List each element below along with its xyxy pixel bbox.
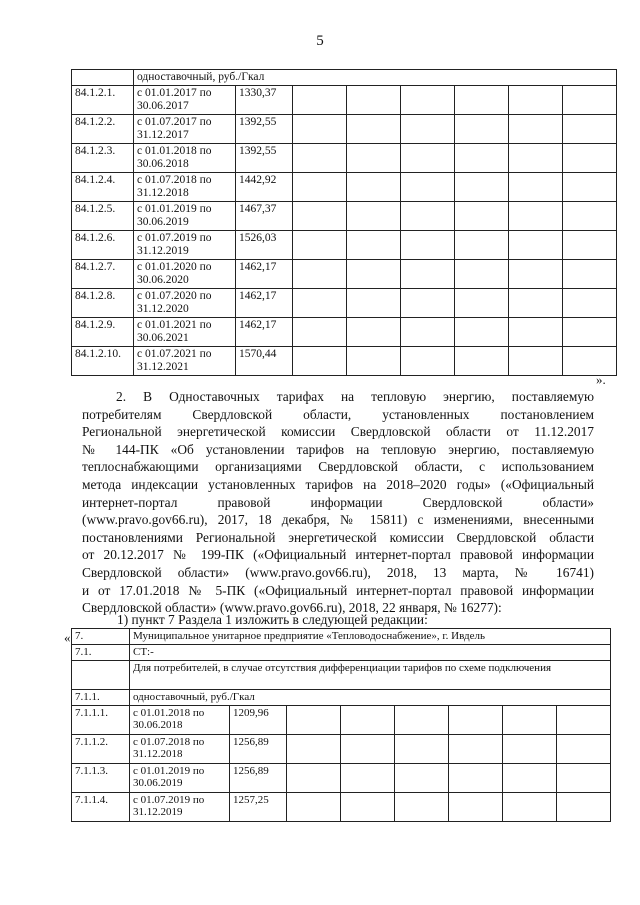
empty-cell	[455, 202, 509, 231]
empty-cell	[563, 231, 617, 260]
empty-cell	[293, 260, 347, 289]
empty-cell	[287, 735, 341, 764]
table-row	[72, 115, 617, 144]
empty-cell	[509, 231, 563, 260]
empty-cell	[449, 735, 503, 764]
empty-cell	[503, 735, 557, 764]
empty-cell	[293, 173, 347, 202]
tariff-period: с 01.01.2017 по 30.06.2017	[134, 86, 236, 115]
row-code: 84.1.2.9.	[72, 318, 134, 347]
empty-cell	[563, 202, 617, 231]
table-row	[72, 706, 611, 735]
empty-cell	[563, 347, 617, 376]
table-row	[72, 764, 611, 793]
row-code: 7.1.1.2.	[72, 735, 130, 764]
table-header-row	[72, 70, 617, 86]
tariff-value: 1462,17	[236, 289, 293, 318]
empty-cell	[293, 115, 347, 144]
empty-cell	[401, 347, 455, 376]
row-code: 84.1.2.3.	[72, 144, 134, 173]
tariff-period: с 01.07.2018 по 31.12.2018	[134, 173, 236, 202]
empty-cell	[287, 706, 341, 735]
tariff-period: с 01.01.2019 по 30.06.2019	[130, 764, 230, 793]
table-row	[72, 202, 617, 231]
empty-cell	[341, 793, 395, 822]
organization-name: Муниципальное унитарное предприятие «Тепловодоснабжение», г. Ивдель	[130, 629, 611, 645]
empty-cell	[563, 289, 617, 318]
tariff-period: с 01.01.2018 по 30.06.2018	[134, 144, 236, 173]
empty-cell	[347, 347, 401, 376]
row-code: 84.1.2.2.	[72, 115, 134, 144]
empty-cell	[509, 86, 563, 115]
row-code: 7.	[72, 629, 130, 645]
empty-cell	[395, 735, 449, 764]
empty-cell	[293, 144, 347, 173]
empty-cell	[347, 115, 401, 144]
empty-cell	[401, 202, 455, 231]
paragraph-line: (www.pravo.gov66.ru), 2017, 18 декабря, № 15811) с изменениями, внесенными	[82, 512, 594, 528]
empty-cell	[395, 793, 449, 822]
empty-cell	[455, 260, 509, 289]
empty-cell	[341, 735, 395, 764]
empty-cell	[347, 86, 401, 115]
row-code: 7.1.1.4.	[72, 793, 130, 822]
tariff-period: с 01.07.2017 по 31.12.2017	[134, 115, 236, 144]
tariff-type-cell: одноставочный, руб./Гкал	[134, 70, 617, 86]
tariff-value: 1570,44	[236, 347, 293, 376]
empty-cell	[563, 260, 617, 289]
tariff-value: 1209,96	[230, 706, 287, 735]
paragraph-line: № 144-ПК «Об установлении тарифов на тепловую энергию, поставляемую	[82, 441, 594, 457]
tariff-value: 1462,17	[236, 260, 293, 289]
table-row	[72, 86, 617, 115]
empty-cell	[509, 289, 563, 318]
opening-quote: «	[64, 630, 71, 645]
tariff-value: 1256,89	[230, 735, 287, 764]
row-code: 84.1.2.1.	[72, 86, 134, 115]
row-code: 84.1.2.5.	[72, 202, 134, 231]
empty-cell	[401, 231, 455, 260]
table-row	[72, 347, 617, 376]
empty-cell	[293, 318, 347, 347]
empty-cell	[395, 764, 449, 793]
paragraph-line: Свердловской области» (www.pravo.gov66.ru), 2018, 13 марта, № 16741)	[82, 564, 594, 580]
row-code: 7.1.	[72, 645, 130, 661]
empty-cell	[401, 318, 455, 347]
empty-cell	[509, 115, 563, 144]
empty-cell	[455, 347, 509, 376]
subparagraph-heading: 1) пункт 7 Раздела 1 изложить в следующей редакции:	[117, 612, 428, 627]
tariff-period: с 01.07.2020 по 31.12.2020	[134, 289, 236, 318]
empty-cell	[563, 86, 617, 115]
empty-cell	[503, 764, 557, 793]
empty-cell	[287, 764, 341, 793]
tariff-value: 1257,25	[230, 793, 287, 822]
empty-cell	[509, 318, 563, 347]
tariff-value: 1392,55	[236, 144, 293, 173]
empty-cell	[455, 231, 509, 260]
empty-cell	[449, 764, 503, 793]
tariff-table-7	[71, 628, 611, 822]
empty-cell	[347, 289, 401, 318]
amendment-paragraph	[82, 388, 594, 617]
tariff-period: с 01.01.2020 по 30.06.2020	[134, 260, 236, 289]
row-code: 7.1.1.3.	[72, 764, 130, 793]
paragraph-line: и от 17.01.2018 № 5-ПК («Официальный интернет-портал правовой информации	[82, 582, 594, 598]
empty-cell	[293, 231, 347, 260]
table-row	[72, 173, 617, 202]
empty-cell	[557, 735, 611, 764]
row-code: 7.1.1.1.	[72, 706, 130, 735]
empty-cell	[503, 706, 557, 735]
tariff-period: с 01.01.2019 по 30.06.2019	[134, 202, 236, 231]
tariff-type-cell: одноставочный, руб./Гкал	[130, 690, 611, 706]
empty-cell	[401, 115, 455, 144]
empty-cell	[449, 706, 503, 735]
empty-cell	[401, 86, 455, 115]
empty-cell	[401, 173, 455, 202]
empty-cell	[455, 289, 509, 318]
empty-cell	[455, 173, 509, 202]
table-row	[72, 661, 611, 690]
empty-cell	[293, 202, 347, 231]
empty-cell	[347, 318, 401, 347]
empty-cell	[293, 289, 347, 318]
tariff-period: с 01.01.2021 по 30.06.2021	[134, 318, 236, 347]
empty-cell	[347, 144, 401, 173]
row-code: 84.1.2.8.	[72, 289, 134, 318]
row-code: 7.1.1.	[72, 690, 130, 706]
row-code	[72, 661, 130, 690]
paragraph-line: 2. В Одноставочных тарифах на тепловую энергию, поставляемую	[116, 389, 594, 404]
empty-cell	[449, 793, 503, 822]
paragraph-line: теплоснабжающими организациями Свердловской области, с использованием	[82, 459, 594, 475]
empty-cell	[503, 793, 557, 822]
empty-cell	[509, 202, 563, 231]
table-row	[72, 690, 611, 706]
empty-cell	[347, 202, 401, 231]
table-row	[72, 289, 617, 318]
paragraph-line: интернет-портал правовой информации Свердловской области»	[82, 494, 594, 510]
empty-cell	[563, 318, 617, 347]
empty-cell	[557, 706, 611, 735]
empty-cell	[341, 706, 395, 735]
empty-cell	[563, 144, 617, 173]
empty-cell	[347, 173, 401, 202]
empty-cell	[557, 764, 611, 793]
paragraph-line: Региональной энергетической комиссии Свердловской области от 11.12.2017	[82, 424, 594, 440]
empty-cell	[395, 706, 449, 735]
empty-cell	[293, 347, 347, 376]
closing-quote: ».	[596, 372, 606, 387]
empty-cell	[401, 260, 455, 289]
tariff-value: 1330,37	[236, 86, 293, 115]
page-number: 5	[316, 33, 324, 49]
empty-cell	[455, 115, 509, 144]
table-row	[72, 231, 617, 260]
tariff-period: с 01.07.2018 по 31.12.2018	[130, 735, 230, 764]
empty-cell	[347, 231, 401, 260]
tariff-period: с 01.01.2018 по 30.06.2018	[130, 706, 230, 735]
table-row	[72, 629, 611, 645]
empty-cell	[287, 793, 341, 822]
tariff-period: с 01.07.2019 по 31.12.2019	[134, 231, 236, 260]
tariff-value: 1467,37	[236, 202, 293, 231]
tariff-value: 1392,55	[236, 115, 293, 144]
system-label: СТ:-	[130, 645, 611, 661]
tariff-value: 1526,03	[236, 231, 293, 260]
empty-cell	[509, 347, 563, 376]
tariff-rows	[72, 706, 611, 822]
empty-cell	[401, 144, 455, 173]
row-code: 84.1.2.4.	[72, 173, 134, 202]
empty-cell	[509, 144, 563, 173]
empty-cell	[401, 289, 455, 318]
tariff-rows	[72, 86, 617, 376]
tariff-period: с 01.07.2019 по 31.12.2019	[130, 793, 230, 822]
row-code: 84.1.2.6.	[72, 231, 134, 260]
table-row	[72, 793, 611, 822]
empty-cell	[563, 173, 617, 202]
empty-cell	[341, 764, 395, 793]
empty-cell	[509, 173, 563, 202]
tariff-table-84	[71, 69, 617, 376]
empty-cell	[455, 318, 509, 347]
paragraph-line: от 20.12.2017 № 199-ПК («Официальный интернет-портал правовой информации	[82, 547, 594, 563]
empty-cell	[509, 260, 563, 289]
table-row	[72, 645, 611, 661]
empty-cell	[557, 793, 611, 822]
paragraph-line: постановлениями Региональной энергетической комиссии Свердловской области	[82, 529, 594, 545]
empty-cell	[563, 115, 617, 144]
empty-cell	[347, 260, 401, 289]
table-row	[72, 318, 617, 347]
consumer-category: Для потребителей, в случае отсутствия дифференциации тарифов по схеме подключения	[130, 661, 611, 690]
paragraph-line: метода индексации установленных тарифов на 2018–2020 годы» («Официальный	[82, 476, 594, 492]
tariff-value: 1442,92	[236, 173, 293, 202]
empty-cell	[455, 86, 509, 115]
paragraph-line: Свердловской области» (www.pravo.gov66.ru), 2018, 22 января, № 16277):	[82, 600, 502, 616]
paragraph-line: потребителям Свердловской области, установленных постановлением	[82, 406, 594, 422]
row-code: 84.1.2.7.	[72, 260, 134, 289]
tariff-value: 1462,17	[236, 318, 293, 347]
empty-cell	[293, 86, 347, 115]
row-code: 84.1.2.10.	[72, 347, 134, 376]
empty-cell	[455, 144, 509, 173]
tariff-period: с 01.07.2021 по 31.12.2021	[134, 347, 236, 376]
table-row	[72, 735, 611, 764]
tariff-value: 1256,89	[230, 764, 287, 793]
table-row	[72, 144, 617, 173]
table-row	[72, 260, 617, 289]
